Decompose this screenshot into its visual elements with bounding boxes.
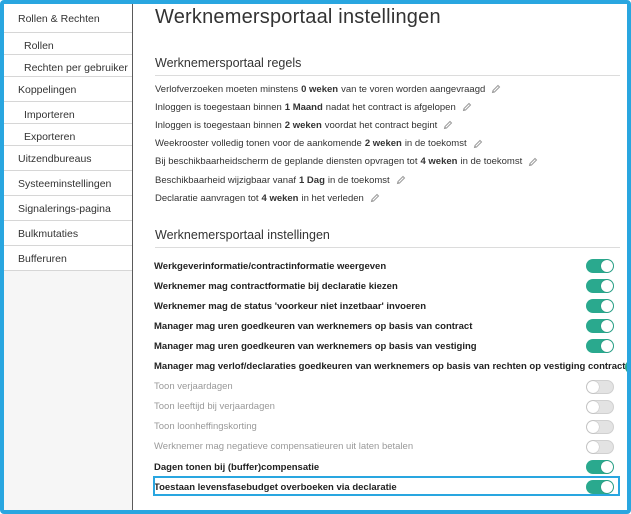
rule-text-after: in de toekomst	[460, 156, 523, 168]
toggle-switch[interactable]	[586, 380, 614, 394]
rules-section-divider	[155, 75, 620, 76]
toggle-knob	[601, 340, 613, 352]
rule-text-before: Inloggen is toegestaan binnen	[155, 119, 282, 131]
toggle-switch[interactable]	[625, 360, 631, 374]
toggle-knob	[601, 320, 613, 332]
sidebar-item-rechten-per-gebruiker[interactable]: Rechten per gebruiker	[4, 55, 132, 77]
toggle-knob	[601, 260, 613, 272]
setting-row	[154, 296, 614, 316]
rule-text-after: in de toekomst	[404, 138, 467, 150]
setting-label: Werknemer mag de status 'voorkeur niet inzetbaar' invoeren	[154, 300, 427, 312]
pencil-icon[interactable]	[462, 102, 472, 112]
toggle-knob	[587, 441, 599, 453]
setting-label: Werkgeverinformatie/contractinformatie weergeven	[154, 260, 387, 272]
setting-row	[154, 457, 614, 477]
rule-text-before: Weekrooster volledig tonen voor de aankomende	[155, 138, 362, 150]
setting-row	[154, 437, 614, 457]
toggle-knob	[601, 300, 613, 312]
pencil-icon[interactable]	[491, 84, 501, 94]
toggle-switch[interactable]	[586, 299, 614, 313]
sidebar-item-rollen[interactable]: Rollen	[4, 33, 132, 55]
pencil-icon[interactable]	[443, 120, 453, 130]
toggle-switch[interactable]	[586, 400, 614, 414]
rule-text-before: Bij beschikbaarheidscherm de geplande diensten opvragen tot	[155, 156, 418, 168]
setting-label: Manager mag verlof/declaraties goedkeuren van werknemers op basis van rechten op vestiging contract	[154, 361, 626, 372]
rule-value: 1 Maand	[284, 101, 323, 113]
rule-row	[155, 137, 483, 151]
rule-row	[155, 82, 501, 96]
sidebar-item-systeeminstellingen[interactable]: Systeeminstellingen	[4, 171, 132, 196]
toggle-switch[interactable]	[586, 460, 614, 474]
setting-row	[154, 256, 614, 276]
toggle-knob	[587, 381, 599, 393]
toggle-knob	[587, 401, 599, 413]
setting-row	[154, 417, 614, 437]
rule-value: 2 weken	[364, 138, 402, 150]
rule-row	[155, 191, 380, 205]
setting-label: Werknemer mag contractformatie bij declaratie kiezen	[154, 280, 398, 292]
rule-value: 4 weken	[420, 156, 458, 168]
rule-row	[155, 100, 472, 114]
pencil-icon[interactable]	[370, 193, 380, 203]
settings-section-title: Werknemersportaal instellingen	[155, 228, 330, 242]
rules-section-title: Werknemersportaal regels	[155, 56, 302, 70]
setting-label: Werknemer mag negatieve compensatieuren uit laten betalen	[154, 441, 414, 453]
rule-value: 4 weken	[261, 192, 299, 204]
toggle-switch[interactable]	[586, 259, 614, 273]
toggle-knob	[587, 421, 599, 433]
sidebar-item-importeren[interactable]: Importeren	[4, 102, 132, 124]
setting-label: Toon verjaardagen	[154, 381, 233, 393]
rule-row	[155, 155, 538, 169]
setting-label: Manager mag uren goedkeuren van werknemers op basis van contract	[154, 320, 473, 332]
sidebar-item-koppelingen[interactable]: Koppelingen	[4, 77, 132, 102]
pencil-icon[interactable]	[396, 175, 406, 185]
setting-label: Toon leeftijd bij verjaardagen	[154, 401, 275, 413]
setting-row	[154, 336, 614, 356]
sidebar-item-bufferuren[interactable]: Bufferuren	[4, 246, 132, 271]
rule-text-after: in de toekomst	[327, 174, 390, 186]
setting-row	[154, 357, 626, 377]
setting-row	[154, 397, 614, 417]
main-content	[134, 4, 627, 510]
rule-row	[155, 173, 406, 187]
rule-text-after: van te voren worden aangevraagd	[341, 83, 486, 95]
settings-section-divider	[155, 247, 620, 248]
toggle-switch[interactable]	[586, 339, 614, 353]
rule-value: 2 weken	[284, 119, 322, 131]
sidebar-item-exporteren[interactable]: Exporteren	[4, 124, 132, 146]
highlight-box	[153, 476, 620, 496]
setting-row	[154, 316, 614, 336]
pencil-icon[interactable]	[528, 157, 538, 167]
sidebar-item-signalerings-pagina[interactable]: Signalerings-pagina	[4, 196, 132, 221]
rule-text-before: Inloggen is toegestaan binnen	[155, 101, 282, 113]
sidebar-item-uitzendbureaus[interactable]: Uitzendbureaus	[4, 146, 132, 171]
rule-text-after: in het verleden	[301, 192, 364, 204]
sidebar-item-rollen-rechten[interactable]: Rollen & Rechten	[4, 4, 132, 33]
pencil-icon[interactable]	[473, 139, 483, 149]
setting-label: Toestaan levensfasebudget overboeken via declaratie	[154, 481, 397, 493]
rule-text-before: Declaratie aanvragen tot	[155, 192, 259, 204]
toggle-switch[interactable]	[586, 420, 614, 434]
rule-value: 1 Dag	[299, 174, 325, 186]
setting-row	[154, 276, 614, 296]
toggle-knob	[601, 461, 613, 473]
setting-label: Toon loonheffingskorting	[154, 421, 257, 433]
page-title: Werknemersportaal instellingen	[155, 6, 441, 28]
rule-text-after: voordat het contract begint	[324, 119, 438, 131]
sidebar-item-bulkmutaties[interactable]: Bulkmutaties	[4, 221, 132, 246]
toggle-switch[interactable]	[586, 440, 614, 454]
toggle-switch[interactable]	[586, 319, 614, 333]
setting-label: Dagen tonen bij (buffer)compensatie	[154, 461, 320, 473]
rule-text-before: Verlofverzoeken moeten minstens	[155, 83, 299, 95]
setting-label: Manager mag uren goedkeuren van werknemers op basis van vestiging	[154, 340, 477, 352]
rule-text-before: Beschikbaarheid wijzigbaar vanaf	[155, 174, 296, 186]
setting-row	[154, 377, 614, 397]
settings-sidebar	[4, 4, 133, 510]
rule-value: 0 weken	[301, 83, 339, 95]
toggle-knob	[601, 280, 613, 292]
rule-row	[155, 118, 453, 132]
rule-text-after: nadat het contract is afgelopen	[325, 101, 456, 113]
toggle-switch[interactable]	[586, 279, 614, 293]
